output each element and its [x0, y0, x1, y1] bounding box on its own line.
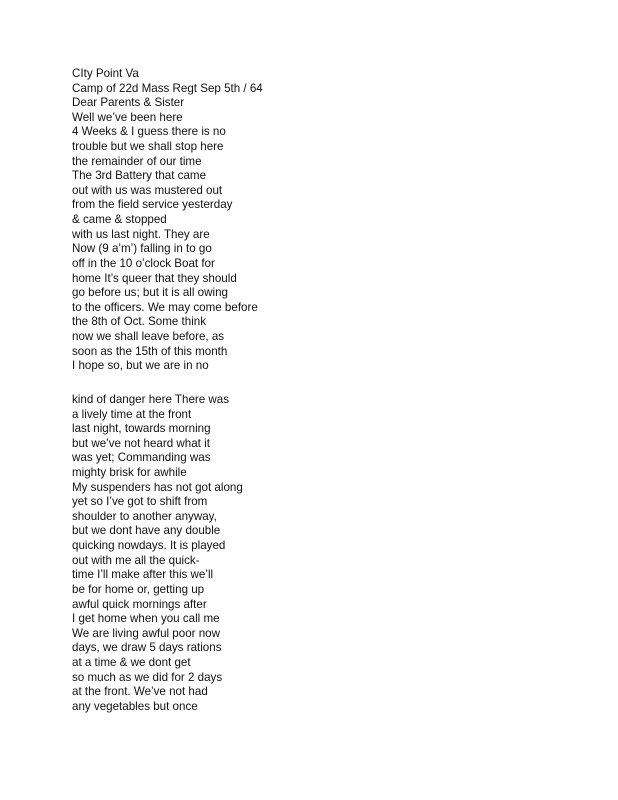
letter-line: out with us was mustered out [72, 183, 223, 197]
letter-line: to the officers. We may come before [72, 300, 258, 314]
letter-line: The 3rd Battery that came [72, 169, 207, 183]
letter-line: the remainder of our time [72, 154, 202, 168]
letter-line: out with me all the quick- [72, 553, 200, 567]
letter-paragraph-2 [72, 393, 532, 714]
letter-line: so much as we did for 2 days [72, 670, 223, 684]
letter-line: was yet; Commanding was [72, 451, 211, 465]
letter-line: last night, towards morning [72, 422, 211, 436]
letter-line: at the front. We’ve not had [72, 685, 208, 699]
letter-line: from the field service yesterday [72, 198, 233, 212]
letter-line: off in the 10 o’clock Boat for [72, 256, 215, 270]
letter-line: Camp of 22d Mass Regt Sep 5th / 64 [72, 81, 263, 95]
letter-line: I hope so, but we are in no [72, 359, 209, 373]
letter-line: now we shall leave before, as [72, 329, 225, 343]
letter-line: trouble but we shall stop here [72, 140, 224, 154]
letter-line: I get home when you call me [72, 612, 220, 626]
letter-line: any vegetables but once [72, 699, 198, 713]
letter-line: Dear Parents & Sister [72, 96, 185, 110]
letter-line: quicking nowdays. It is played [72, 539, 226, 553]
letter-line: at a time & we dont get [72, 655, 191, 669]
letter-line: yet so I’ve got to shift from [72, 495, 208, 509]
letter-line: but we dont have any double [72, 524, 221, 538]
letter-line: & came & stopped [72, 213, 167, 227]
letter-line: but we’ve not heard what it [72, 436, 210, 450]
letter-line: My suspenders has not got along [72, 480, 243, 494]
letter-line: days, we draw 5 days rations [72, 641, 222, 655]
letter-line: soon as the 15th of this month [72, 344, 228, 358]
letter-line: go before us; but it is all owing [72, 286, 228, 300]
letter-line: 4 Weeks & I guess there is no [72, 125, 226, 139]
letter-paragraph-1 [72, 67, 532, 374]
letter-line: time I’ll make after this we’ll [72, 568, 214, 582]
letter-line: shoulder to another anyway, [72, 509, 217, 523]
letter-line: a lively time at the front [72, 407, 192, 421]
letter-line: home It’s queer that they should [72, 271, 237, 285]
letter-line: Well we’ve been here [72, 110, 183, 124]
letter-line: with us last night. They are [72, 227, 210, 241]
letter-line: kind of danger here There was [72, 393, 230, 406]
letter-line: awful quick mornings after [72, 597, 207, 611]
letter-line: We are living awful poor now [72, 626, 221, 640]
letter-line: the 8th of Oct. Some think [72, 315, 207, 329]
letter-line: Now (9 a’m’) falling in to go [72, 242, 212, 256]
letter-line: be for home or, getting up [72, 582, 205, 596]
letter-line: CIty Point Va [72, 67, 139, 80]
letter-line: mighty brisk for awhile [72, 466, 187, 480]
